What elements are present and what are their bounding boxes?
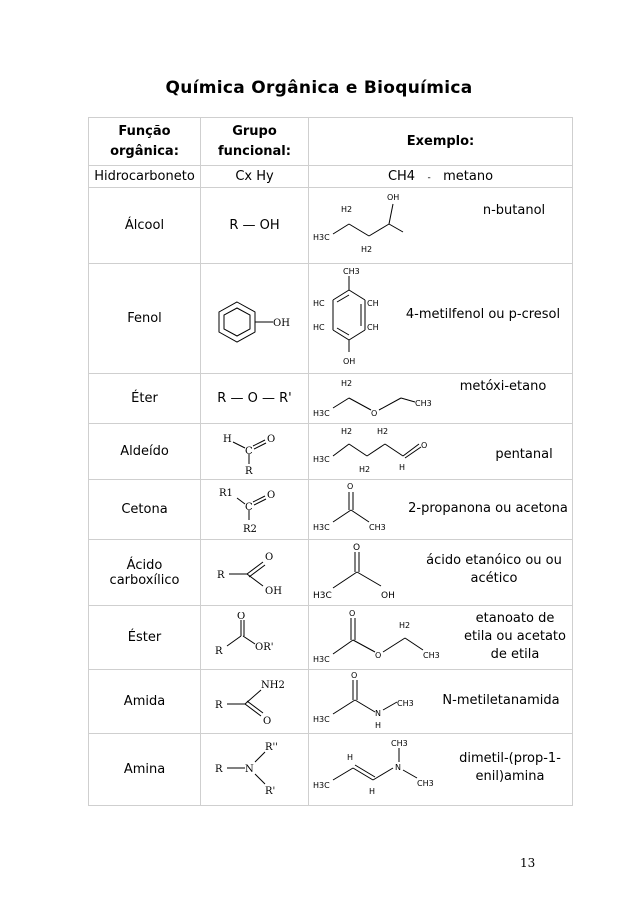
exemplo-name <box>449 750 571 786</box>
table-row <box>89 540 573 606</box>
label-h: H <box>375 721 382 730</box>
ketone-group-structure <box>217 482 301 538</box>
acetone-structure <box>311 480 401 538</box>
label-h: H <box>347 753 354 762</box>
label-h3c: H3C <box>313 591 332 601</box>
label-o: O <box>263 716 272 727</box>
grupo-cell <box>201 540 309 606</box>
exemplo-name: n-butanol <box>482 203 546 218</box>
funcao-cell: Álcool <box>89 188 201 264</box>
amide-group-structure <box>211 674 303 730</box>
grupo-cell <box>201 166 309 188</box>
funcao-cell: Amida <box>89 670 201 734</box>
label-nh2: NH2 <box>261 680 285 691</box>
label-h3c: H3C <box>313 715 330 724</box>
label-o: O <box>351 671 358 680</box>
label-h2: H2 <box>341 379 353 388</box>
grupo-cell <box>201 480 309 540</box>
funcao-cell: Éster <box>89 606 201 670</box>
exemplo-name-line1: etanoato de <box>475 611 555 626</box>
label-o: O <box>353 543 361 553</box>
grupo-cell <box>201 606 309 670</box>
table-row <box>89 374 573 424</box>
label-h3c: H3C <box>313 655 330 664</box>
label-ch: CH <box>367 299 379 308</box>
dimethylpropenylamine-structure <box>311 734 451 804</box>
label-o: O <box>267 434 276 445</box>
label-r1: R1 <box>219 488 233 499</box>
page-number: 13 <box>520 856 536 870</box>
ethyl-acetate-structure <box>311 606 461 668</box>
label-o: O <box>265 552 274 563</box>
grupo-cell: R — OH <box>201 188 309 264</box>
header-row <box>89 118 573 166</box>
funcao-cell: Fenol <box>89 264 201 374</box>
exemplo-name: 2-propanona ou acetona <box>408 501 568 516</box>
funcao-cell: Aldeído <box>89 424 201 480</box>
header-exemplo: Exemplo: <box>309 118 573 166</box>
label-ch3: CH3 <box>423 651 440 660</box>
exemplo-name-line2: enil)amina <box>475 769 545 784</box>
label-h3c: H3C <box>313 523 330 532</box>
exemplo-name-line1: ácido etanóico ou ou <box>426 553 562 568</box>
exemplo-name-line1: dimetil-(prop-1- <box>459 751 561 766</box>
grupo-formula: Cx Hy <box>235 169 274 184</box>
label-n: N <box>375 709 381 718</box>
aldehyde-group-structure <box>219 426 299 478</box>
exemplo-cell <box>309 480 573 540</box>
label-o: O <box>349 609 356 618</box>
exemplo-name <box>459 610 571 664</box>
label-oh: OH <box>273 318 290 329</box>
label-r: R <box>215 764 223 775</box>
exemplo-cell <box>309 540 573 606</box>
label-ch3: CH3 <box>415 399 432 408</box>
grupo-cell <box>201 264 309 374</box>
label-h: H <box>399 463 406 472</box>
table-row <box>89 188 573 264</box>
label-r: R <box>215 646 223 657</box>
grupo-cell: R — O — R' <box>201 374 309 424</box>
label-o: O <box>375 651 382 660</box>
header-grupo-line1: Grupo <box>232 123 277 139</box>
label-r-prime: R' <box>265 786 276 797</box>
label-oh: OH <box>387 193 400 202</box>
exemplo-name-line3: de etila <box>490 647 540 662</box>
funcao-line1: Ácido <box>126 557 163 573</box>
label-oh: OH <box>265 586 282 597</box>
label-o: O <box>347 482 354 491</box>
header-funcao-line2: orgânica: <box>110 143 179 159</box>
table-row <box>89 734 573 806</box>
label-h: H <box>223 434 232 445</box>
label-c: C <box>245 446 253 457</box>
label-ch3: CH3 <box>343 267 360 276</box>
exemplo-cell <box>309 734 573 806</box>
exemplo-name: metano <box>443 169 494 184</box>
exemplo-name: metóxi-etano <box>459 379 547 394</box>
label-h3c: H3C <box>313 409 330 418</box>
organic-functions-table <box>88 117 573 806</box>
header-funcao-line1: Função <box>118 123 171 139</box>
label-r-dprime: R'' <box>265 742 279 753</box>
funcao-cell: Hidrocarboneto <box>89 166 201 188</box>
exemplo-name: N-metiletanamida <box>442 693 560 708</box>
label-r2: R2 <box>243 524 257 535</box>
amine-group-structure <box>211 738 303 802</box>
label-oh: OH <box>343 357 356 366</box>
methoxyethane-structure <box>311 374 441 422</box>
exemplo-cell <box>309 424 573 480</box>
exemplo-cell <box>309 166 573 188</box>
funcao-cell: Cetona <box>89 480 201 540</box>
table-row <box>89 424 573 480</box>
label-n: N <box>245 764 254 775</box>
label-oh: OH <box>381 591 395 601</box>
label-ch3: CH3 <box>397 699 414 708</box>
label-h: H <box>369 787 376 796</box>
acetic-acid-structure <box>311 540 421 604</box>
label-r: R <box>245 466 253 477</box>
table-row <box>89 166 573 188</box>
grupo-cell <box>201 734 309 806</box>
exemplo-cell <box>309 606 573 670</box>
header-funcao <box>89 118 201 166</box>
label-h2: H2 <box>341 205 353 214</box>
grupo-cell <box>201 424 309 480</box>
n-methylethanamide-structure <box>311 670 431 732</box>
label-h3c: H3C <box>313 233 330 242</box>
carboxylic-group-structure <box>213 544 303 602</box>
label-h2: H2 <box>359 465 371 474</box>
table-row <box>89 606 573 670</box>
label-h2: H2 <box>341 427 353 436</box>
exemplo-name <box>419 552 569 588</box>
ester-group-structure <box>211 612 303 666</box>
label-ch3: CH3 <box>369 523 386 532</box>
exemplo-name-line2: etila ou acetato <box>464 629 566 644</box>
table-row <box>89 670 573 734</box>
pentanal-structure <box>311 424 451 478</box>
label-o: O <box>421 441 428 450</box>
label-h3c: H3C <box>313 781 330 790</box>
exemplo-name: pentanal <box>495 447 553 462</box>
label-r: R <box>217 570 225 581</box>
label-h3c: H3C <box>313 455 330 464</box>
label-hc: HC <box>313 299 325 308</box>
header-grupo-line2: funcional: <box>218 143 291 159</box>
funcao-line2: carboxílico <box>109 572 180 588</box>
header-grupo <box>201 118 309 166</box>
label-ch: CH <box>367 323 379 332</box>
label-ch3: CH3 <box>417 779 434 788</box>
phenol-group-structure <box>215 298 305 348</box>
label-hc: HC <box>313 323 325 332</box>
exemplo-cell <box>309 188 573 264</box>
page-title: Química Orgânica e Bioquímica <box>165 78 473 98</box>
exemplo-cell <box>309 670 573 734</box>
exemplo-name-line2: acético <box>470 571 518 586</box>
label-or-prime: OR' <box>255 642 274 653</box>
funcao-cell: Éter <box>89 374 201 424</box>
label-c: C <box>245 502 253 513</box>
label-ch3: CH3 <box>391 739 408 748</box>
label-h2: H2 <box>399 621 411 630</box>
label-o: O <box>237 612 246 622</box>
exemplo-cell <box>309 264 573 374</box>
n-butanol-structure <box>311 190 421 262</box>
funcao-cell: Amina <box>89 734 201 806</box>
p-cresol-structure <box>309 264 389 372</box>
exemplo-cell <box>309 374 573 424</box>
label-r: R <box>215 700 223 711</box>
label-n: N <box>395 763 401 772</box>
table-row <box>89 264 573 374</box>
table-row <box>89 480 573 540</box>
exemplo-separator: - <box>427 173 431 183</box>
exemplo-name: 4-metilfenol ou p-cresol <box>405 307 561 322</box>
label-h2: H2 <box>377 427 389 436</box>
label-o: O <box>371 409 378 418</box>
label-o: O <box>267 490 276 501</box>
exemplo-formula: CH4 <box>387 169 416 184</box>
grupo-cell <box>201 670 309 734</box>
funcao-cell <box>89 540 201 606</box>
label-h2: H2 <box>361 245 373 254</box>
